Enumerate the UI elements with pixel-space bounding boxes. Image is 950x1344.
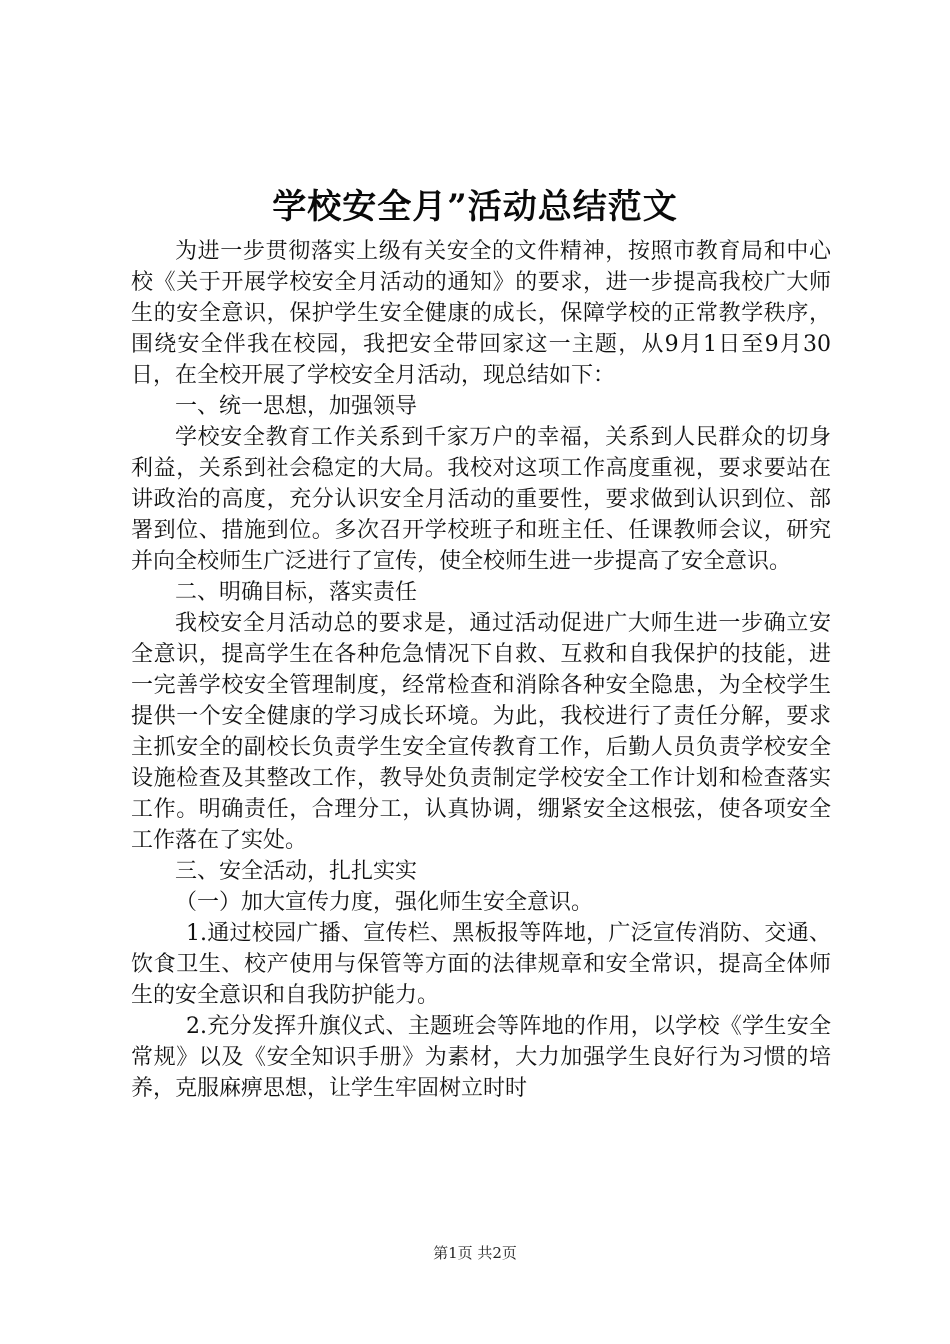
section-heading-3: 三、安全活动，扎扎实实 xyxy=(175,859,418,884)
section-heading-1: 一、统一思想，加强领导 xyxy=(175,394,418,419)
list-item-2: 2.充分发挥升旗仪式、主题班会等阵地的作用，以学校《学生安全常规》以及《安全知识手册》为素材，大力加强学生良好行为习惯的培养，克服麻痹思想，让学生牢固树立时时 xyxy=(131,1014,831,1101)
section-heading-2: 二、明确目标，落实责任 xyxy=(175,580,418,605)
subsection-heading-1: （一）加大宣传力度，强化师生安全意识。 xyxy=(175,890,594,915)
document-body xyxy=(131,236,831,1104)
intro-paragraph: 为进一步贯彻落实上级有关安全的文件精神，按照市教育局和中心校《关于开展学校安全月活动的通知》的要求，进一步提高我校广大师生的安全意识，保护学生安全健康的成长，保障学校的正常教学秩序，围绕安全伴我在校园，我把安全带回家这一主题，从9月1日至9月30日，在全校开展了学校安全月活动，现总结如下： xyxy=(131,239,831,388)
section-1-paragraph: 学校安全教育工作关系到千家万户的幸福，关系到人民群众的切身利益，关系到社会稳定的大局。我校对这项工作高度重视，要求要站在讲政治的高度，充分认识安全月活动的重要性，要求做到认识到位、部署到位、措施到位。多次召开学校班子和班主任、任课教师会议，研究并向全校师生广泛进行了宣传，使全校师生进一步提高了安全意识。 xyxy=(131,425,831,574)
section-2-paragraph: 我校安全月活动总的要求是，通过活动促进广大师生进一步确立安全意识，提高学生在各种危急情况下自救、互救和自我保护的技能，进一完善学校安全管理制度，经常检查和消除各种安全隐患，为全校学生提供一个安全健康的学习成长环境。为此，我校进行了责任分解，要求主抓安全的副校长负责学生安全宣传教育工作，后勤人员负责学校安全设施检查及其整改工作，教导处负责制定学校安全工作计划和检查落实工作。明确责任，合理分工，认真协调，绷紧安全这根弦，使各项安全工作落在了实处。 xyxy=(131,611,831,853)
page-footer: 第1页 共2页 xyxy=(433,1244,517,1262)
document-title: 学校安全月”活动总结范文 xyxy=(272,187,678,227)
list-item-1: 1.通过校园广播、宣传栏、黑板报等阵地，广泛宣传消防、交通、饮食卫生、校产使用与保管等方面的法律规章和安全常识，提高全体师生的安全意识和自我防护能力。 xyxy=(131,921,831,1008)
